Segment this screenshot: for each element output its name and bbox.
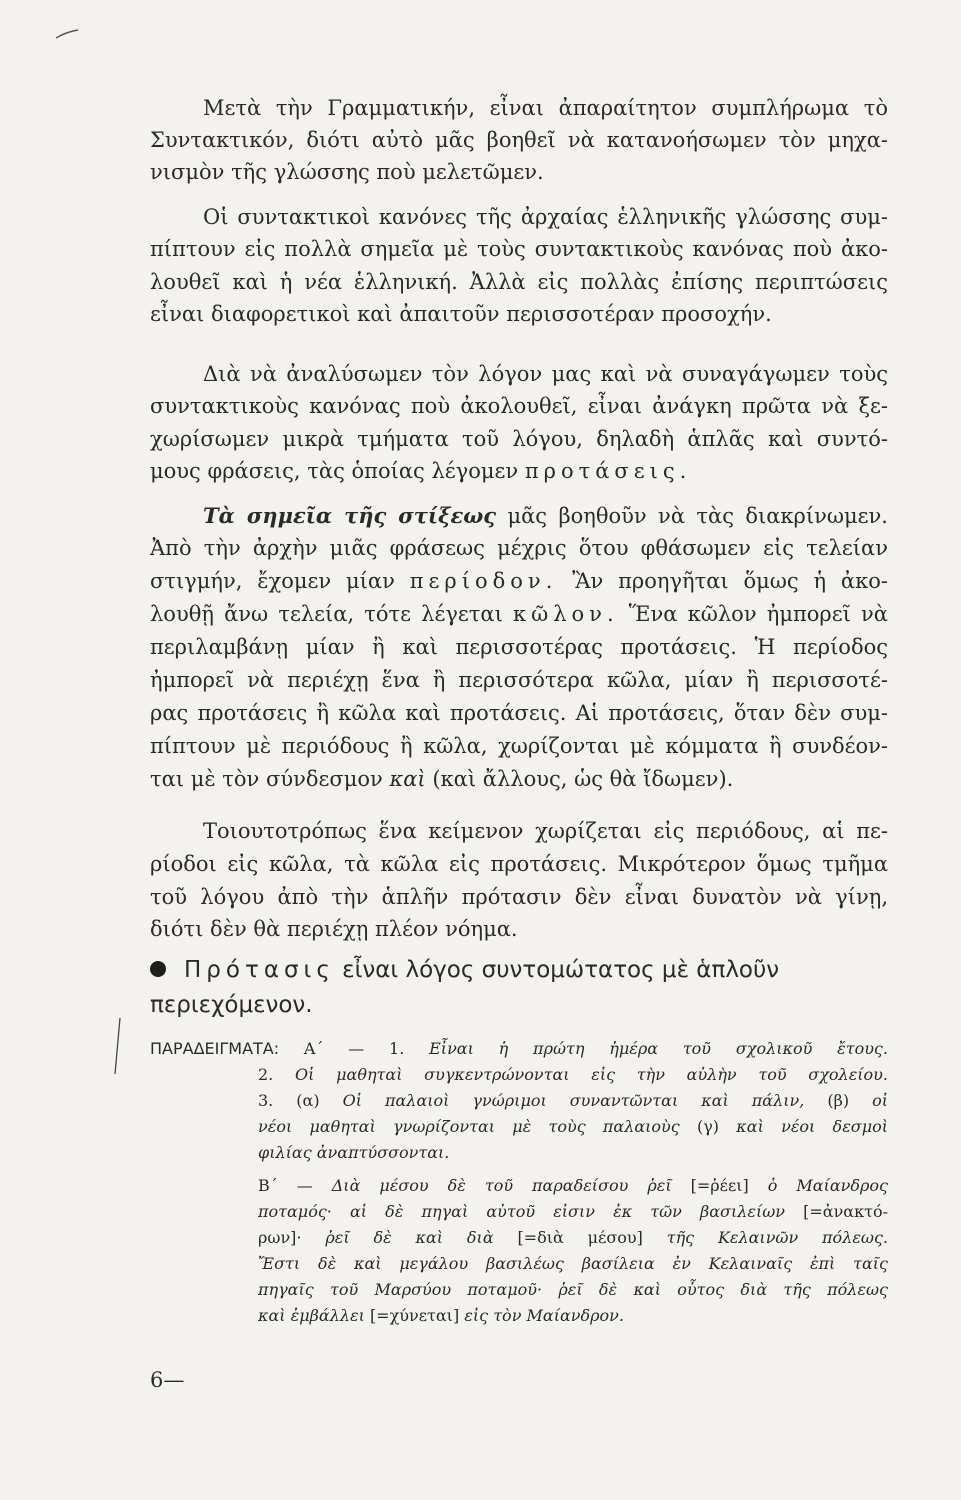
example-a2: Οἱ μαθηταὶ συγκεντρώνονται εἰς τὴν αὐλὴν τοῦ σχολείου. (295, 1065, 888, 1084)
p4-line-1-rest: μᾶς βοηθοῦν νὰ τὰς διακρίνωμεν. (507, 504, 888, 528)
p4-line-4-pre: λουθῇ ἄνω τελεία, τότε λέγεται (150, 602, 503, 626)
example-b-mark: Β΄ — (258, 1176, 313, 1195)
p3-line-1: Διὰ νὰ ἀναλύσωμεν τὸν λόγον μας καὶ νὰ συναγάγωμεν τοὺς (203, 362, 888, 386)
example-a3-text-1-end: οἱ (872, 1091, 888, 1110)
corner-pencil-mark (54, 28, 80, 40)
p4-line-4 (150, 598, 888, 630)
p4-line-6: ἠμπορεῖ νὰ περιέχῃ ἕνα ἢ περισσότερα κῶλα, μίαν ἢ περισσοτέ- (150, 668, 888, 692)
example-a1: Εἶναι ἡ πρώτη ἡμέρα τοῦ σχολικοῦ ἔτους. (429, 1039, 888, 1058)
p1-line-1: Μετὰ τὴν Γραμματικήν, εἶναι ἀπαραίτητον συμπλήρωμα τὸ (203, 96, 888, 120)
definition-line-2: περιεχόμενον. (150, 992, 313, 1018)
p2-line-3: λουθεῖ καὶ ἡ νέα ἑλληνική. Ἀλλὰ εἰς πολλὰς ἐπίσης περιπτώσεις (150, 270, 888, 294)
definition-term: Πρότασις (184, 957, 335, 983)
p4-line-1 (203, 500, 888, 532)
p4-line-7: ρας προτάσεις ἢ κῶλα καὶ προτάσεις. Αἱ προτάσεις, ὅταν δὲν συμ- (150, 701, 888, 725)
term-protaseis: προτάσεις. (524, 459, 692, 483)
p4-line-2: Ἀπὸ τὴν ἀρχὴν μιᾶς φράσεως μέχρις ὅτου φθάσωμεν εἰς τελείαν (150, 536, 888, 560)
p3-line-4-text: μους φράσεις, τὰς ὁποίας λέγομεν (150, 459, 519, 483)
example-a3-text-2-end: καὶ νέοι δεσμοὶ (736, 1117, 888, 1136)
example-b-text-5: πηγαῖς τοῦ Μαρσύου ποταμοῦ· ῥεῖ δὲ καὶ οὗτος διὰ τῆς πόλεως (258, 1280, 888, 1299)
definition-line-1 (150, 952, 888, 988)
p5-line-1: Τοιουτοτρόπως ἕνα κείμενον χωρίζεται εἰς περιόδους, αἱ πε- (203, 819, 888, 843)
example-a3-row-1 (258, 1088, 888, 1114)
p4-line-3 (150, 565, 888, 597)
p4-line-3-rest: Ἂν προηγῆται ὅμως ἡ ἀκο- (572, 569, 888, 593)
example-b-row-2 (258, 1199, 888, 1225)
example-a3-label-a: (α) (296, 1091, 320, 1110)
punctuation-heading: Τὰ σημεῖα τῆς στίξεως (203, 503, 497, 528)
p2-line-4: εἶναι διαφορετικοὶ καὶ ἀπαιτοῦν περισσοτέραν προσοχήν. (150, 302, 772, 326)
example-a3-text-2: νέοι μαθηταὶ γνωρίζονται μὲ τοὺς παλαιοὺς (258, 1117, 680, 1136)
example-b-text-1-end: ὁ Μαίανδρος (767, 1176, 888, 1195)
p1-line-2: Συντακτικόν, διότι αὐτὸ μᾶς βοηθεῖ νὰ κατανοήσωμεν τὸν μηχα- (150, 128, 888, 152)
example-b-row-3 (258, 1225, 888, 1251)
p4-line-8: πίπτουν μὲ περιόδους ἢ κῶλα, χωρίζονται μὲ κόμματα ἢ συνδέον- (150, 734, 888, 758)
definition-text: εἶναι λόγος συντομώτατος μὲ ἁπλοῦν (342, 957, 780, 983)
example-b-text-3-end: τῆς Κελαινῶν πόλεως. (666, 1228, 888, 1247)
example-a2-num: 2. (258, 1065, 274, 1084)
p2-line-1: Οἱ συντακτικοὶ κανόνες τῆς ἀρχαίας ἑλληνικῆς γλώσσης συμ- (203, 205, 888, 229)
p4-line-4-rest: Ἕνα κῶλον ἠμπορεῖ νὰ (628, 602, 888, 626)
example-b-text-2: ποταμός· αἱ δὲ πηγαὶ αὐτοῦ εἰσιν ἐκ τῶν βασιλείων (258, 1202, 786, 1221)
example-a3-label-b: (β) (827, 1091, 850, 1110)
example-a3-text-3: φιλίας ἀναπτύσσονται. (258, 1143, 450, 1162)
example-b-gloss-4: [=διὰ μέσου] (517, 1228, 643, 1247)
p5-line-3: τοῦ λόγου ἀπὸ τὴν ἁπλῆν πρότασιν δὲν εἶναι δυνατὸν νὰ γίνῃ, (150, 885, 888, 909)
p2-line-2: πίπτουν εἰς πολλὰ σημεῖα μὲ τοὺς συντακτικοὺς κανόνας ποὺ ἀκο- (150, 237, 888, 261)
example-a-mark: Α΄ — 1. (303, 1039, 405, 1058)
p1-line-3: νισμὸν τῆς γλώσσης ποὺ μελετῶμεν. (150, 160, 544, 184)
example-b-gloss-3: ρων]· (258, 1228, 302, 1247)
p4-line-9 (150, 763, 888, 795)
example-b-gloss-5: [=χύνεται] (369, 1306, 460, 1325)
example-a3-row-2 (258, 1114, 888, 1140)
p4-line-9-pre: ται μὲ τὸν σύνδεσμον (150, 767, 383, 791)
page-number: 6— (150, 1368, 185, 1392)
p3-line-2: συντακτικοὺς κανόνας ποὺ ἀκολουθεῖ, εἶναι ἀνάγκη πρῶτα νὰ ξε- (150, 394, 888, 418)
example-b-row-6 (258, 1303, 888, 1329)
example-b-text-6: καὶ ἐμβάλλει (258, 1306, 365, 1325)
example-b-text-3: ῥεῖ δὲ καὶ διὰ (325, 1228, 494, 1247)
example-a3-row-3 (258, 1140, 888, 1166)
p3-line-4 (150, 455, 888, 487)
example-a3-num: 3. (258, 1091, 274, 1110)
p4-line-9-rest: (καὶ ἄλλους, ὡς θὰ ἴδωμεν). (432, 767, 734, 791)
example-b-row-1 (258, 1173, 888, 1199)
p4-line-5: περιλαμβάνῃ μίαν ἢ καὶ περισσοτέρας προτάσεις. Ἡ περίοδος (150, 635, 888, 659)
example-a2-row (258, 1062, 888, 1088)
example-b-row-5 (258, 1277, 888, 1303)
example-b-text-4: Ἔστι δὲ καὶ μεγάλου βασιλέως βασίλεια ἐν Κελαιναῖς ἐπὶ ταῖς (258, 1254, 888, 1273)
example-b-gloss-2: [=ἀνακτό- (803, 1202, 888, 1221)
p3-line-3: χωρίσωμεν μικρὰ τμήματα τοῦ λόγου, δηλαδὴ ἁπλᾶς καὶ συντό- (150, 427, 888, 451)
p5-line-2: ρίοδοι εἰς κῶλα, τὰ κῶλα εἰς προτάσεις. Μικρότερον ὅμως τμῆμα (150, 852, 888, 876)
term-periodos: περίοδον. (409, 569, 558, 593)
example-a3-label-g: (γ) (697, 1117, 720, 1136)
example-b-text-1: Διὰ μέσου δὲ τοῦ παραδείσου ῥεῖ (331, 1176, 672, 1195)
example-a1-row (150, 1036, 888, 1062)
p4-line-3-pre: στιγμήν, ἔχομεν μίαν (150, 569, 395, 593)
conjunction-kai: καὶ (389, 767, 426, 791)
margin-pencil-mark (112, 1016, 124, 1076)
p5-line-4: διότι δὲν θὰ περιέχῃ πλέον νόημα. (150, 917, 518, 941)
example-a3-text-1: Οἱ παλαιοὶ γνώριμοι συναντῶνται καὶ πάλιν, (342, 1091, 805, 1110)
examples-label: ΠΑΡΑΔΕΙΓΜΑΤΑ: (150, 1039, 280, 1058)
example-b-gloss-1: [=ῥέει] (690, 1176, 749, 1195)
example-b-text-6-end: εἰς τὸν Μαίανδρον. (464, 1306, 624, 1325)
example-b-row-4 (258, 1251, 888, 1277)
term-kolon: κῶλον. (512, 602, 619, 626)
bullet-icon (150, 961, 166, 977)
